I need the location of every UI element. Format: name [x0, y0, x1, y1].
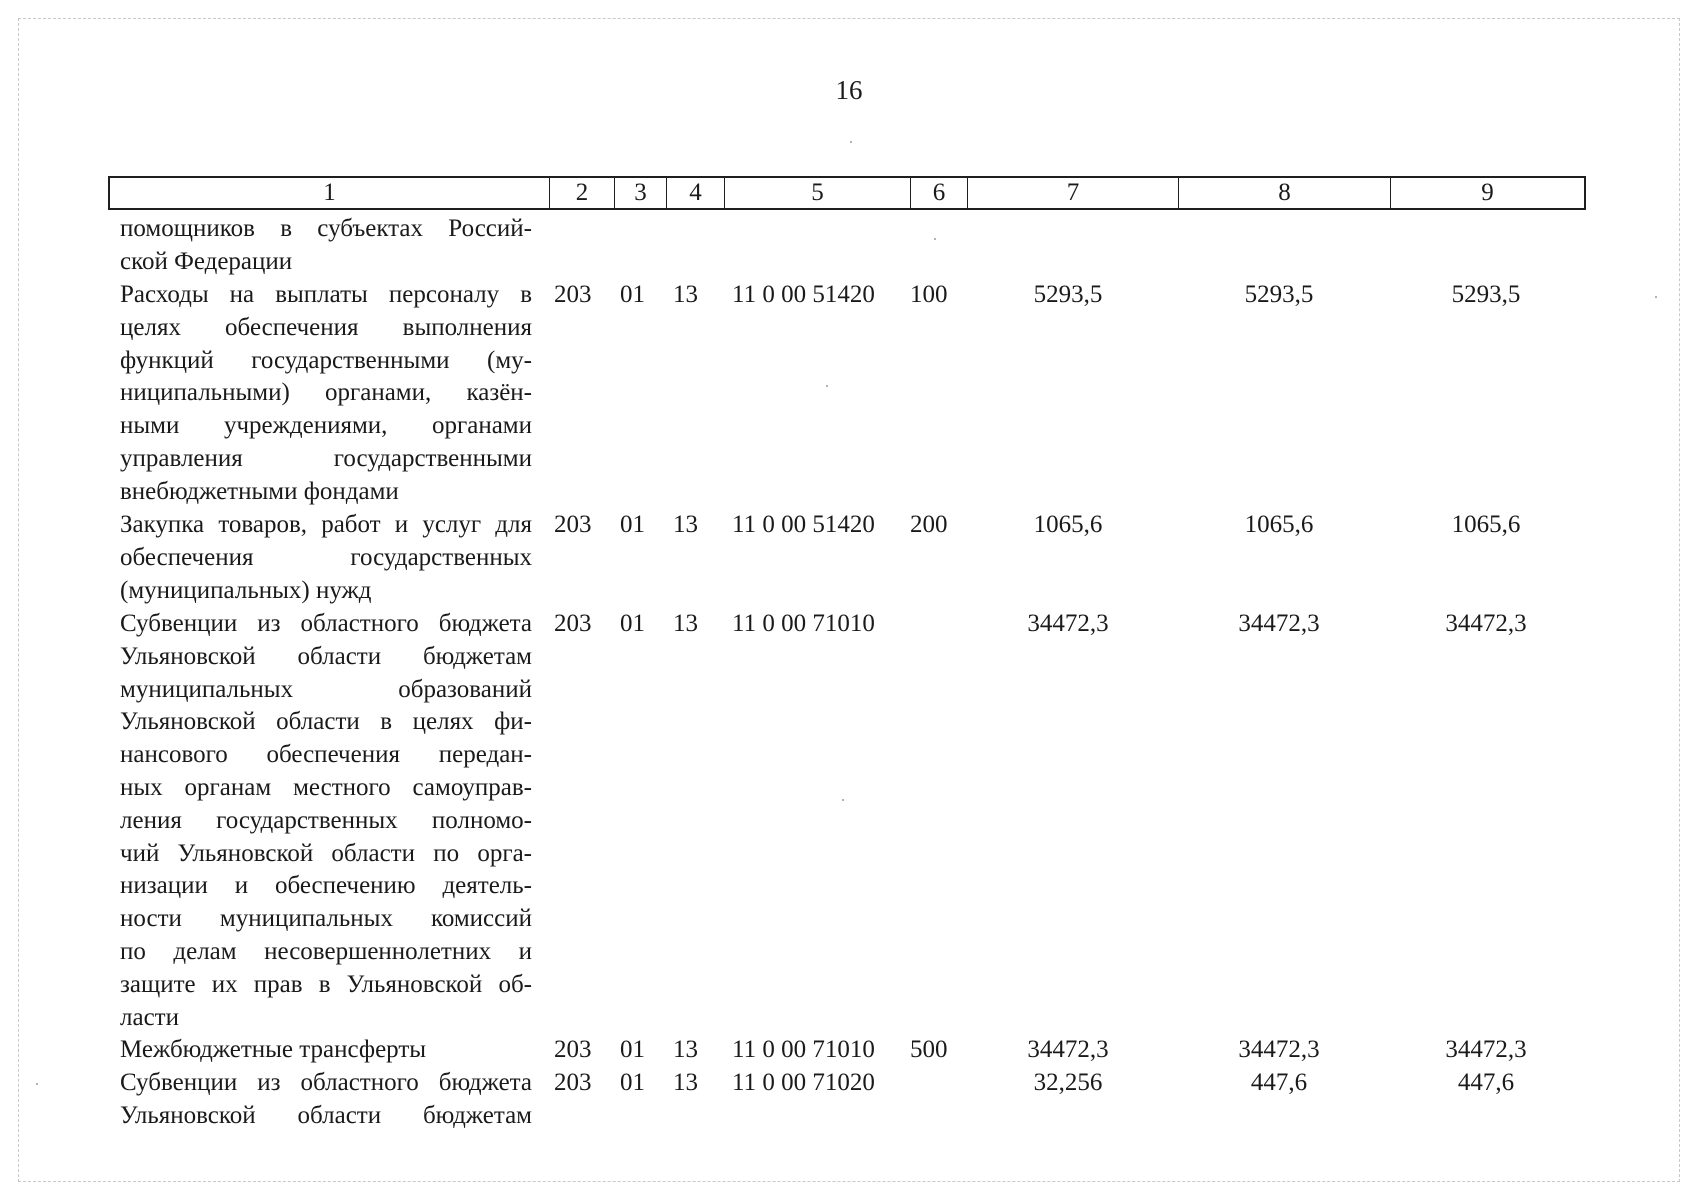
- description-line: муниципальных образований: [120, 675, 532, 703]
- header-col-9: 9: [1390, 178, 1584, 208]
- cell-col-2: 203: [554, 511, 592, 538]
- cell-col-9: 5293,5: [1451, 281, 1521, 308]
- description-line: управления государственными: [120, 444, 532, 472]
- cell-col-7: 1065,6: [1033, 511, 1103, 538]
- header-col-8: 8: [1178, 178, 1390, 208]
- cell-col-9: 34472,3: [1445, 1036, 1527, 1063]
- header-col-2: 2: [549, 178, 614, 208]
- description-line: чий Ульяновской области по орга-: [120, 839, 532, 867]
- cell-col-9: 1065,6: [1451, 511, 1521, 538]
- scan-speck: [850, 141, 852, 143]
- scan-speck: [934, 238, 936, 240]
- description-line: защите их прав в Ульяновской об-: [120, 970, 532, 998]
- cell-col-6: 100: [910, 281, 948, 308]
- cell-col-4: 13: [673, 1069, 698, 1096]
- row-description: [120, 1067, 532, 1133]
- cell-col-6: 200: [910, 511, 948, 538]
- description-line: нансового обеспечения передан-: [120, 741, 532, 769]
- description-line: Ульяновской области бюджетам: [120, 642, 532, 670]
- row-description: [120, 279, 532, 509]
- description-line: ской Федерации: [120, 247, 293, 275]
- cell-col-7: 34472,3: [1027, 1036, 1109, 1063]
- cell-col-5: 11 0 00 51420: [732, 511, 875, 538]
- description-line: (муниципальных) нужд: [120, 576, 372, 604]
- description-line: Субвенции из областного бюджета: [120, 1069, 532, 1096]
- description-line: Закупка товаров, работ и услуг для: [120, 511, 532, 538]
- description-line: ными учреждениями, органами: [120, 412, 532, 440]
- description-line: обеспечения государственных: [120, 543, 532, 571]
- scan-speck: [842, 799, 844, 801]
- cell-col-2: 203: [554, 1036, 592, 1063]
- row-description: [120, 608, 532, 1034]
- description-line: ных органам местного самоуправ-: [120, 773, 532, 801]
- cell-col-7: 5293,5: [1033, 281, 1103, 308]
- cell-col-2: 203: [554, 281, 592, 308]
- header-col-7: 7: [967, 178, 1178, 208]
- page-number: 16: [835, 75, 863, 105]
- header-col-5: 5: [724, 178, 910, 208]
- row-description: [120, 1034, 532, 1067]
- table-header: [108, 176, 1586, 210]
- description-line: Расходы на выплаты персоналу в: [120, 281, 532, 308]
- description-line: по делам несовершеннолетних и: [120, 937, 532, 965]
- scan-speck: [826, 385, 828, 387]
- header-col-1: 1: [323, 179, 336, 206]
- cell-col-5: 11 0 00 51420: [732, 281, 875, 308]
- header-col-6: 6: [910, 178, 967, 208]
- cell-col-4: 13: [673, 610, 698, 637]
- cell-col-2: 203: [554, 1069, 592, 1096]
- cell-col-8: 1065,6: [1244, 511, 1314, 538]
- cell-col-2: 203: [554, 610, 592, 637]
- header-col-3: 3: [614, 178, 666, 208]
- row-description: [120, 213, 532, 279]
- description-line: ласти: [120, 1003, 179, 1031]
- cell-col-7: 34472,3: [1027, 610, 1109, 637]
- cell-col-3: 01: [620, 1036, 645, 1063]
- cell-col-3: 01: [620, 610, 645, 637]
- cell-col-9: 447,6: [1457, 1069, 1515, 1096]
- row-description: [120, 509, 532, 607]
- description-line: помощников в субъектах Россий-: [120, 215, 532, 242]
- description-line: ниципальными) органами, казён-: [120, 379, 532, 407]
- description-line: Ульяновской области в целях фи-: [120, 708, 532, 736]
- cell-col-8: 447,6: [1250, 1069, 1308, 1096]
- description-line: ности муниципальных комиссий: [120, 905, 532, 933]
- cell-col-4: 13: [673, 511, 698, 538]
- header-col-4: 4: [666, 178, 724, 208]
- cell-col-7: 32,256: [1033, 1069, 1103, 1096]
- cell-col-6: 500: [910, 1036, 948, 1063]
- cell-col-8: 5293,5: [1244, 281, 1314, 308]
- cell-col-9: 34472,3: [1445, 610, 1527, 637]
- cell-col-3: 01: [620, 511, 645, 538]
- description-line: Субвенции из областного бюджета: [120, 610, 532, 637]
- description-line: Межбюджетные трансферты: [120, 1036, 427, 1063]
- description-line: ления государственных полномо-: [120, 806, 532, 834]
- cell-col-5: 11 0 00 71010: [732, 1036, 875, 1063]
- description-line: низации и обеспечению деятель-: [120, 872, 532, 900]
- description-line: внебюджетными фондами: [120, 477, 399, 505]
- description-line: целях обеспечения выполнения: [120, 313, 532, 341]
- cell-col-5: 11 0 00 71010: [732, 610, 875, 637]
- description-line: функций государственными (му-: [120, 346, 532, 374]
- cell-col-4: 13: [673, 1036, 698, 1063]
- cell-col-4: 13: [673, 281, 698, 308]
- cell-col-3: 01: [620, 281, 645, 308]
- scan-speck: [36, 1083, 38, 1085]
- cell-col-8: 34472,3: [1238, 610, 1320, 637]
- cell-col-3: 01: [620, 1069, 645, 1096]
- cell-col-5: 11 0 00 71020: [732, 1069, 875, 1096]
- description-line: Ульяновской области бюджетам: [120, 1101, 532, 1129]
- scan-speck: [1655, 296, 1657, 298]
- cell-col-8: 34472,3: [1238, 1036, 1320, 1063]
